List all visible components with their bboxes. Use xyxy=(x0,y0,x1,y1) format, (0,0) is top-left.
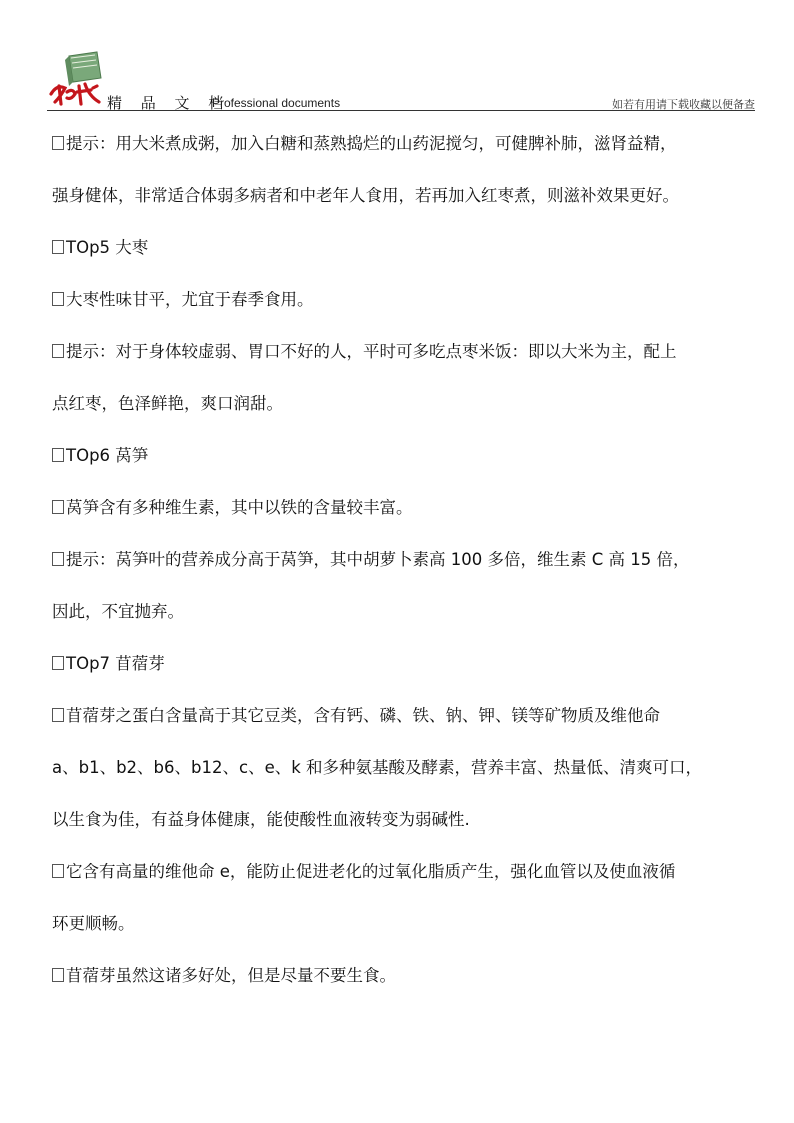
bullet-box-icon xyxy=(52,240,64,254)
paragraph-line xyxy=(52,586,764,638)
bullet-box-icon xyxy=(52,864,64,878)
paragraph-line xyxy=(52,794,764,846)
bullet-box-icon xyxy=(52,500,64,514)
paragraph-text: a、b1、b2、b6、b12、c、e、k 和多种氨基酸及酵素，营养丰富、热量低、清爽可口， xyxy=(52,758,703,777)
bullet-box-icon xyxy=(52,292,64,306)
bullet-box-icon xyxy=(52,968,64,982)
paragraph-line xyxy=(52,898,764,950)
zhishi-logo xyxy=(47,48,107,108)
paragraph-text: 提示：莴笋叶的营养成分高于莴笋，其中胡萝卜素高 100 多倍，维生素 C 高 15 倍， xyxy=(66,550,690,569)
paragraph-line xyxy=(52,690,764,742)
paragraph-text: 苜蓿芽虽然这诸多好处，但是尽量不要生食。 xyxy=(66,966,396,985)
paragraph-text: 苜蓿芽之蛋白含量高于其它豆类，含有钙、磷、铁、钠、钾、镁等矿物质及维他命 xyxy=(66,706,660,725)
bullet-box-icon xyxy=(52,656,64,670)
bullet-box-icon xyxy=(52,344,64,358)
paragraph-line xyxy=(52,742,764,794)
paragraph-line xyxy=(52,950,764,1002)
bullet-box-icon xyxy=(52,708,64,722)
paragraph-text: 莴笋含有多种维生素，其中以铁的含量较丰富。 xyxy=(66,498,413,517)
paragraph-text: 提示：对于身体较虚弱、胃口不好的人，平时可多吃点枣米饭：即以大米为主，配上 xyxy=(66,342,677,361)
paragraph-line xyxy=(52,274,764,326)
paragraph-text: TOp7 苜蓿芽 xyxy=(66,654,165,673)
paragraph-text: 它含有高量的维他命 e，能防止促进老化的过氧化脂质产生，强化血管以及使血液循 xyxy=(66,862,676,881)
paragraph-text: 以生食为佳，有益身体健康，能使酸性血液转变为弱碱性. xyxy=(52,810,470,829)
brand-title: 精 品 文 档 xyxy=(107,94,231,112)
paragraph-text: 点红枣，色泽鲜艳，爽口润甜。 xyxy=(52,394,283,413)
calligraphy-mark xyxy=(51,84,99,104)
paragraph-line xyxy=(52,326,764,378)
bullet-box-icon xyxy=(52,136,64,150)
paragraph-text: 环更顺畅。 xyxy=(52,914,135,933)
book-icon xyxy=(65,52,101,86)
paragraph-line xyxy=(52,430,764,482)
paragraph-text: 大枣性味甘平，尤宜于春季食用。 xyxy=(66,290,314,309)
paragraph-text: 强身健体，非常适合体弱多病者和中老年人食用，若再加入红枣煮，则滋补效果更好。 xyxy=(52,186,679,205)
brand-subtitle: Professional documents xyxy=(212,96,341,110)
bullet-box-icon xyxy=(52,448,64,462)
paragraph-line xyxy=(52,378,764,430)
page-header xyxy=(47,48,755,112)
paragraph-line xyxy=(52,170,764,222)
document-body xyxy=(52,118,764,1002)
bullet-box-icon xyxy=(52,552,64,566)
paragraph-line xyxy=(52,118,764,170)
paragraph-text: 提示：用大米煮成粥，加入白糖和蒸熟捣烂的山药泥搅匀，可健脾补肺，滋肾益精， xyxy=(66,134,677,153)
header-divider xyxy=(47,110,755,111)
paragraph-text: 因此，不宜抛弃。 xyxy=(52,602,184,621)
paragraph-line xyxy=(52,638,764,690)
download-note: 如若有用请下载收藏以便备查 xyxy=(612,98,755,111)
paragraph-line xyxy=(52,482,764,534)
paragraph-line xyxy=(52,846,764,898)
paragraph-line xyxy=(52,534,764,586)
paragraph-text: TOp6 莴笋 xyxy=(66,446,149,465)
paragraph-text: TOp5 大枣 xyxy=(66,238,149,257)
paragraph-line xyxy=(52,222,764,274)
